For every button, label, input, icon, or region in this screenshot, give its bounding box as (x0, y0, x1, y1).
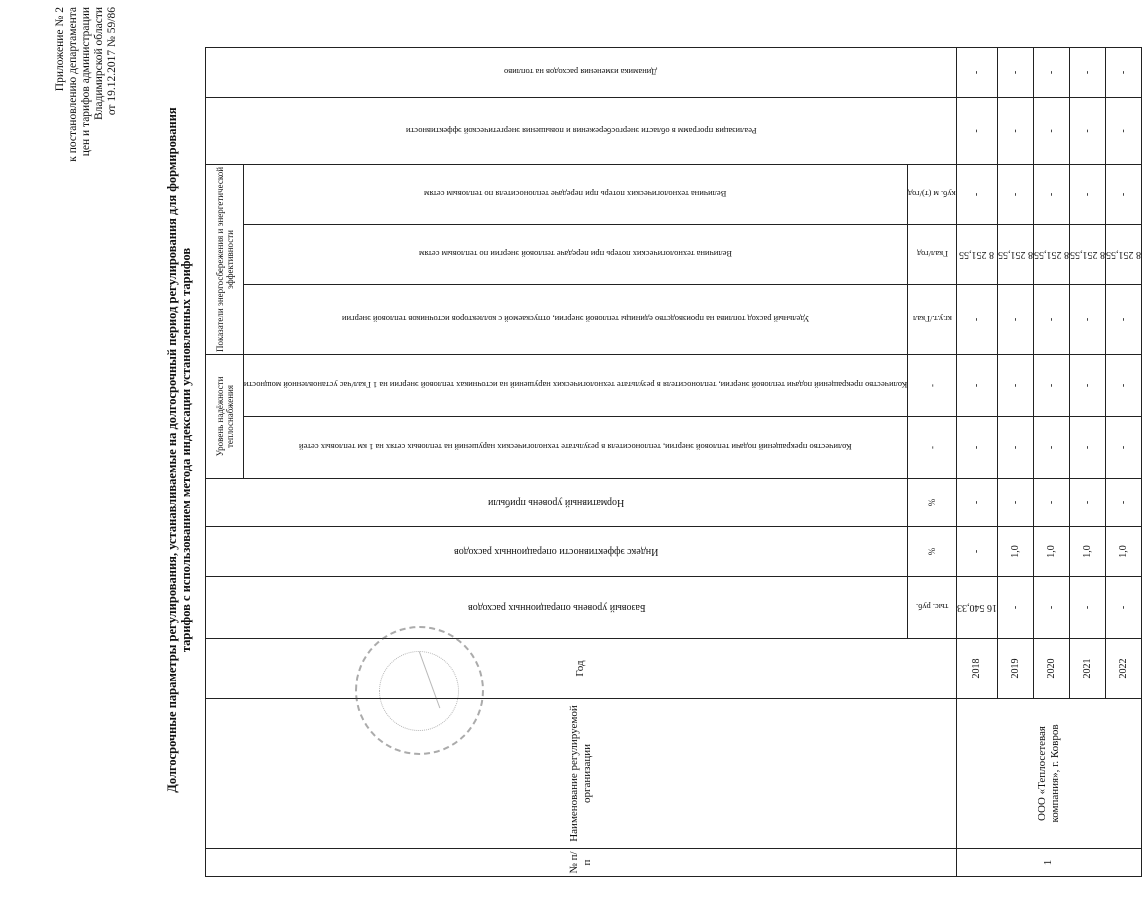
header-en3: Величина технологических потерь при передаче теплоносителя по тепловым сетям (244, 164, 908, 224)
header-year: Год (206, 639, 957, 699)
header-rel1: Количество прекращений подачи тепловой энергии, теплоносителя в результате технологических нарушений на тепловых сетях на 1 км тепловых сетей (244, 417, 908, 479)
cell-dynamics: - (997, 47, 1033, 97)
appendix-note (54, 7, 119, 177)
cell-profit: - (1069, 479, 1105, 527)
cell-rel1: - (1033, 417, 1069, 479)
cell-en1: - (1033, 284, 1069, 354)
appendix-line: Владимирской области (93, 7, 105, 121)
cell-en3: - (1069, 164, 1105, 224)
cell-index: 1,0 (1033, 527, 1069, 577)
cell-en2: 8 251,55 (1105, 224, 1141, 284)
cell-dynamics: - (1105, 47, 1141, 97)
cell-program: - (1105, 97, 1141, 164)
cell-rel2: - (997, 354, 1033, 416)
appendix-line: Приложение № 2 (54, 7, 66, 92)
header-en2: Величина технологических потерь при передаче тепловой энергии по тепловым сетям (244, 224, 908, 284)
cell-base: - (1033, 577, 1069, 639)
org-name: ООО «Теплосетевая компания», г. Ковров (956, 699, 1141, 849)
cell-rel2: - (956, 354, 997, 416)
cell-en3: - (997, 164, 1033, 224)
cell-profit: - (956, 479, 997, 527)
cell-rel1: - (997, 417, 1033, 479)
cell-base: - (1069, 577, 1105, 639)
parameters-table (205, 47, 1142, 877)
cell-rel1: - (956, 417, 997, 479)
cell-program: - (997, 97, 1033, 164)
unit-rel1: - (908, 417, 957, 479)
cell-en1: - (1069, 284, 1105, 354)
header-energy-group: Показатели энергосбережения и энергетической эффективности (206, 164, 244, 354)
cell-dynamics: - (1069, 47, 1105, 97)
cell-index: 1,0 (1105, 527, 1141, 577)
header-dynamics: Динамика изменения расходов на топливо (206, 47, 957, 97)
header-num: № п/п (206, 849, 957, 877)
header-org: Наименование регулируемой организации (206, 699, 957, 849)
unit-rel2: - (908, 354, 957, 416)
appendix-line: к постановлению департамента (67, 7, 79, 162)
cell-base: - (997, 577, 1033, 639)
unit-profit: % (908, 479, 957, 527)
cell-profit: - (997, 479, 1033, 527)
cell-index: 1,0 (1069, 527, 1105, 577)
cell-en3: - (1033, 164, 1069, 224)
cell-profit: - (1033, 479, 1069, 527)
cell-rel2: - (1033, 354, 1069, 416)
cell-rel1: - (1069, 417, 1105, 479)
cell-base: 16 540,33 (956, 577, 997, 639)
cell-en1: - (997, 284, 1033, 354)
unit-en2: Гкал/год (908, 224, 957, 284)
header-rel2: Количество прекращений подачи тепловой энергии, теплоносителя в результате технологических нарушений на источниках тепловой энергии на 1 Гкал/час установленной мощности (244, 354, 908, 416)
header-index: Индекс эффективности операционных расходов (206, 527, 908, 577)
cell-year: 2022 (1105, 639, 1141, 699)
appendix-line: цен и тарифов администрации (80, 7, 92, 157)
cell-en3: - (956, 164, 997, 224)
table-row (956, 47, 997, 876)
cell-dynamics: - (1033, 47, 1069, 97)
cell-en1: - (1105, 284, 1141, 354)
cell-index: 1,0 (997, 527, 1033, 577)
cell-rel2: - (1105, 354, 1141, 416)
header-en1: Удельный расход топлива на производство единицы тепловой энергии, отпускаемой с коллекторов источников тепловой энергии (244, 284, 908, 354)
cell-base: - (1105, 577, 1141, 639)
unit-index: % (908, 527, 957, 577)
header-program: Реализация программ в области энергосбережения и повышения энергетической эффективности (206, 97, 957, 164)
header-profit: Нормативный уровень прибыли (206, 479, 908, 527)
cell-program: - (956, 97, 997, 164)
cell-en2: 8 251,55 (997, 224, 1033, 284)
appendix-line: от 19.12.2017 № 59/86 (106, 7, 118, 116)
header-base: Базовый уровень операционных расходов (206, 577, 908, 639)
cell-index: - (956, 527, 997, 577)
cell-en1: - (956, 284, 997, 354)
cell-profit: - (1105, 479, 1141, 527)
title-line: Долгосрочные параметры регулирования, устанавливаемые на долгосрочный период регулирования для формирования (165, 107, 179, 793)
header-reliability-group: Уровень надёжности теплоснабжения (206, 354, 244, 478)
cell-en2: 8 251,55 (1033, 224, 1069, 284)
cell-en2: 8 251,55 (1069, 224, 1105, 284)
cell-dynamics: - (956, 47, 997, 97)
cell-year: 2021 (1069, 639, 1105, 699)
cell-en2: 8 251,55 (956, 224, 997, 284)
document-title (165, 25, 193, 875)
cell-rel2: - (1069, 354, 1105, 416)
cell-en3: - (1105, 164, 1141, 224)
row-number: 1 (956, 849, 1141, 877)
cell-year: 2019 (997, 639, 1033, 699)
cell-program: - (1033, 97, 1069, 164)
unit-base: тыс. руб. (908, 577, 957, 639)
title-line: тарифов с использованием метода индексации установленных тарифов (179, 247, 193, 653)
unit-en1: кг.у.т./Гкал (908, 284, 957, 354)
cell-year: 2018 (956, 639, 997, 699)
cell-year: 2020 (1033, 639, 1069, 699)
cell-rel1: - (1105, 417, 1141, 479)
unit-en3: куб. м (т)/год (908, 164, 957, 224)
cell-program: - (1069, 97, 1105, 164)
